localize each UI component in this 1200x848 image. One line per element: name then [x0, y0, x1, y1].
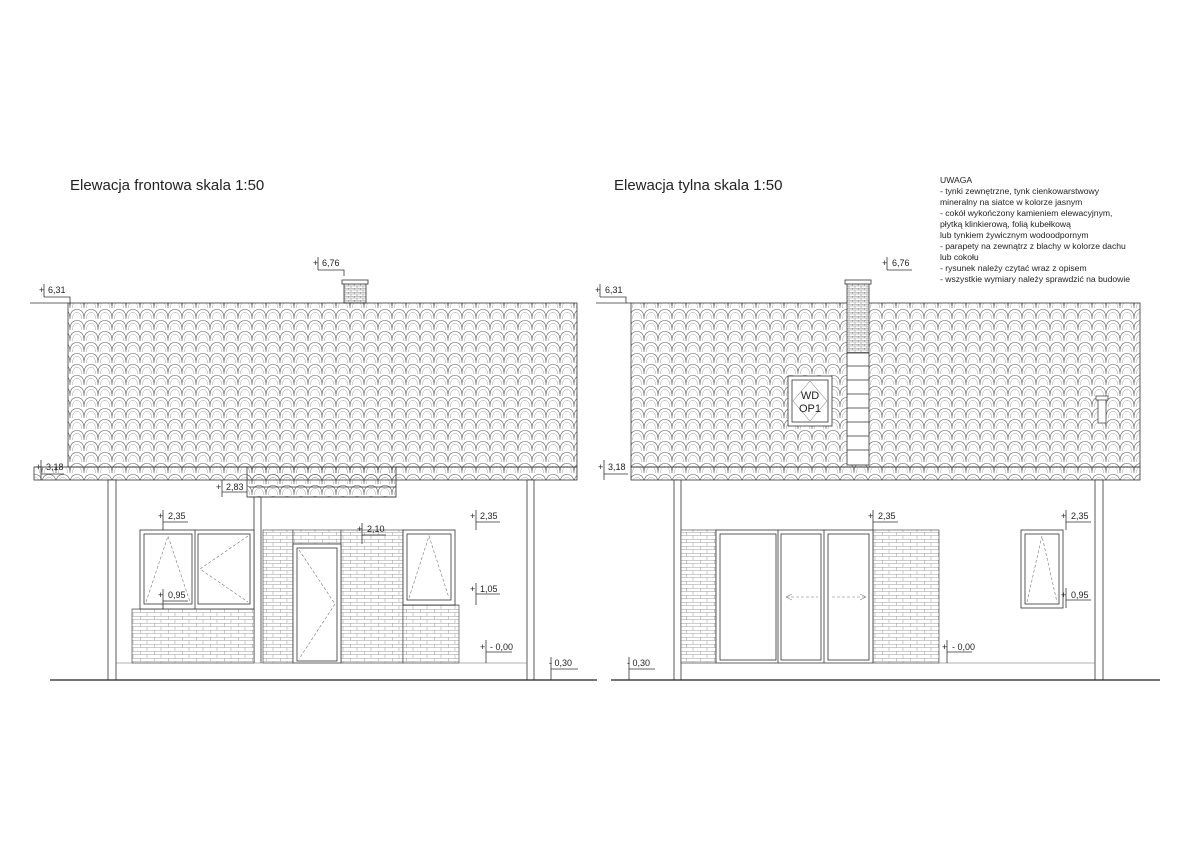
front-level-ground — [549, 657, 578, 680]
front-level-floor — [480, 640, 513, 663]
note-line: - wszystkie wymiary należy sprawdzić na budowie — [940, 274, 1131, 284]
rear-level-window-left — [868, 510, 898, 530]
front-brick-plinth-left — [132, 609, 254, 663]
front-level-ridge — [39, 284, 70, 303]
front-chimney — [344, 283, 366, 303]
svg-text:0,95: 0,95 — [168, 590, 186, 600]
rear-roof — [631, 303, 1140, 467]
svg-text:2,10: 2,10 — [367, 524, 385, 534]
rear-level-chimney — [882, 257, 912, 270]
note-line: - tynki zewnętrzne, tynk cienkowarstwowy — [940, 186, 1100, 196]
front-level-window-left — [158, 510, 188, 530]
rear-title: Elewacja tylna skala 1:50 — [614, 177, 783, 194]
svg-text:+: + — [1061, 590, 1067, 600]
note-line: płytką klinkierową, folią kubełkową — [940, 219, 1071, 229]
svg-text:2,35: 2,35 — [878, 511, 896, 521]
rear-level-floor — [942, 640, 975, 663]
svg-text:6,31: 6,31 — [605, 285, 623, 295]
note-line: - rysunek należy czytać wraz z opisem — [940, 263, 1087, 273]
rear-level-window-right — [1061, 510, 1091, 530]
rear-level-sill-right — [1061, 588, 1091, 608]
rear-window-right — [1021, 530, 1063, 608]
svg-text:+: + — [158, 511, 164, 521]
note-line: mineralny na siatce w kolorze jasnym — [940, 197, 1083, 207]
svg-text:+: + — [470, 511, 476, 521]
note-line: lub tynkiem żywicznym wodoodpornym — [940, 230, 1089, 240]
rear-brick-wall-right — [873, 530, 939, 663]
front-level-window-right — [470, 510, 500, 530]
front-brick-wall-center — [263, 530, 293, 663]
note-line: lub cokołu — [940, 252, 979, 262]
svg-text:+: + — [595, 285, 601, 295]
svg-text:+: + — [882, 258, 888, 268]
svg-text:+: + — [470, 584, 476, 594]
svg-text:1,05: 1,05 — [480, 584, 498, 594]
svg-text:3,18: 3,18 — [608, 462, 626, 472]
front-brick-wall-right — [341, 530, 403, 663]
svg-text:- 0,00: - 0,00 — [952, 642, 976, 652]
front-roof — [68, 303, 577, 467]
rear-level-ridge — [595, 284, 626, 303]
svg-text:2,35: 2,35 — [168, 511, 186, 521]
rear-roof-ladder — [847, 353, 869, 465]
rear-patio-door — [716, 530, 873, 663]
svg-text:2,83: 2,83 — [226, 482, 244, 492]
svg-text:+: + — [868, 511, 874, 521]
rear-brick-wall-left — [681, 530, 716, 663]
front-window-right — [403, 530, 455, 605]
notes-heading: UWAGA — [940, 175, 973, 185]
rear-level-ground — [627, 657, 655, 680]
rear-roof-vent — [1096, 396, 1108, 423]
svg-text:2,35: 2,35 — [1071, 511, 1089, 521]
svg-text:+: + — [216, 482, 222, 492]
svg-text:+: + — [480, 642, 486, 652]
svg-text:- 0,30: - 0,30 — [549, 658, 573, 668]
svg-text:6,76: 6,76 — [892, 258, 910, 268]
svg-text:2,35: 2,35 — [480, 511, 498, 521]
front-level-chimney — [313, 257, 344, 276]
svg-text:+: + — [598, 462, 604, 472]
svg-text:+: + — [357, 524, 363, 534]
rear-roof-hatch — [788, 376, 832, 426]
svg-text:+: + — [1061, 511, 1067, 521]
svg-text:3,18: 3,18 — [46, 462, 64, 472]
svg-text:6,76: 6,76 — [322, 258, 340, 268]
hatch-label-wd: WD — [800, 390, 820, 402]
svg-text:6,31: 6,31 — [48, 285, 66, 295]
svg-text:+: + — [39, 285, 45, 295]
front-title: Elewacja frontowa skala 1:50 — [70, 177, 265, 194]
svg-text:+: + — [942, 642, 948, 652]
rear-elevation — [595, 177, 1160, 680]
hatch-label-op1: OP1 — [798, 403, 822, 415]
front-porch-roof — [247, 467, 396, 497]
svg-text:0,95: 0,95 — [1071, 590, 1089, 600]
notes-block — [940, 175, 1130, 284]
note-line: - parapety na zewnątrz z blachy w kolorze dachu — [940, 241, 1126, 251]
front-elevation — [30, 177, 597, 680]
front-level-sill-right — [470, 583, 500, 605]
svg-text:- 0,30: - 0,30 — [627, 658, 651, 668]
svg-text:+: + — [158, 590, 164, 600]
front-door — [293, 544, 341, 663]
rear-level-eave — [598, 460, 628, 480]
svg-text:+: + — [36, 462, 42, 472]
svg-text:- 0,00: - 0,00 — [490, 642, 514, 652]
rear-chimney — [847, 283, 869, 353]
rear-eave — [631, 467, 1140, 480]
note-line: - cokół wykończony kamieniem elewacyjnym, — [940, 208, 1113, 218]
front-level-porch — [216, 480, 247, 497]
svg-text:+: + — [313, 258, 319, 268]
